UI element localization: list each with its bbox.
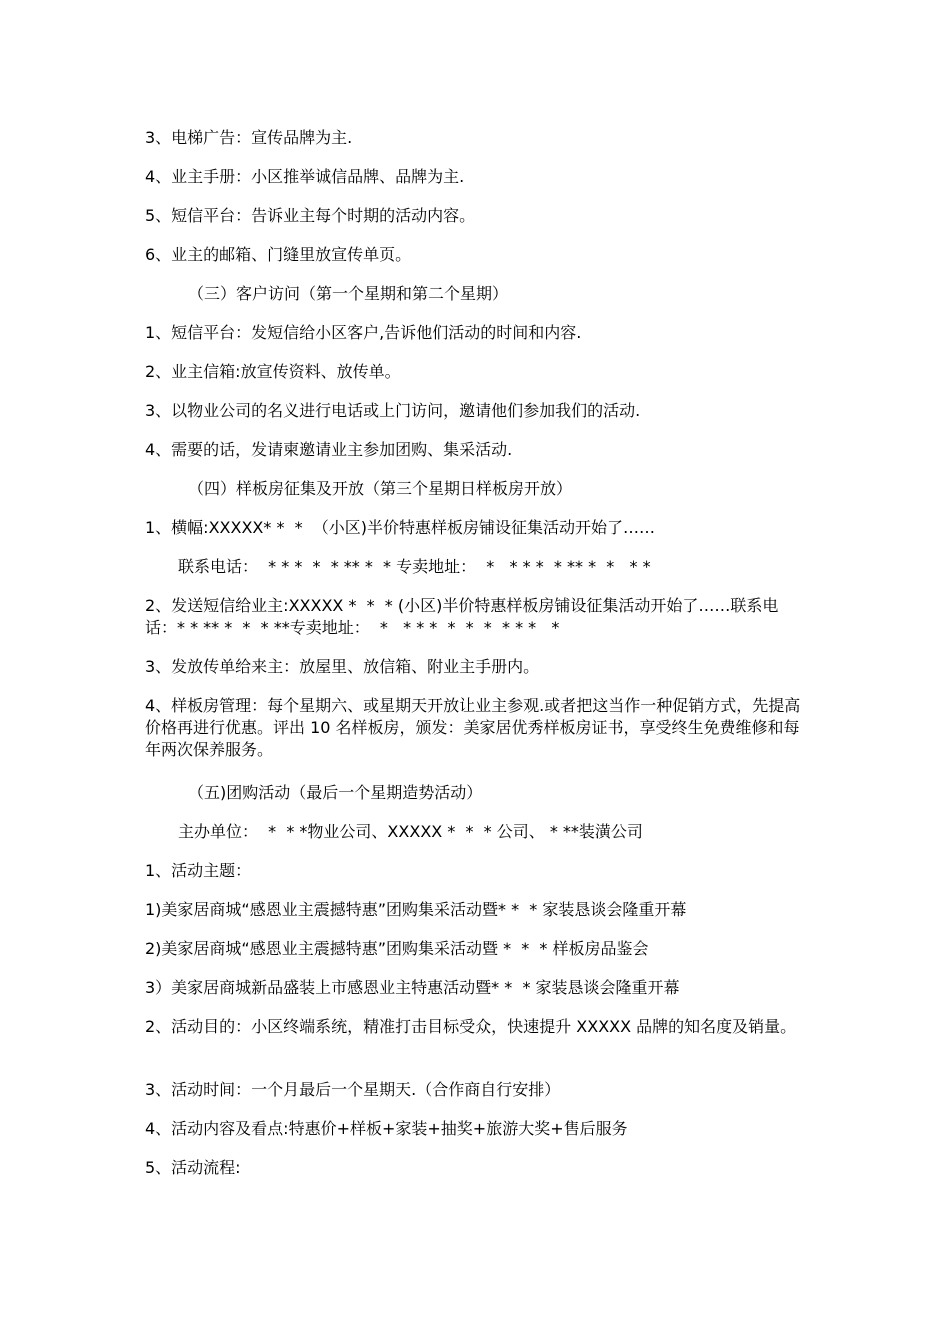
line-visit-phone: 3、以物业公司的名义进行电话或上门访问，邀请他们参加我们的活动. bbox=[145, 401, 641, 420]
line-showroom-flyers: 3、发放传单给来主：放屋里、放信箱、附业主手册内。 bbox=[145, 657, 540, 676]
line-visit-mailbox: 2、业主信箱:放宣传资料、放传单。 bbox=[145, 362, 401, 381]
line-sms-platform: 5、短信平台：告诉业主每个时期的活动内容。 bbox=[145, 206, 476, 225]
line-theme-1: 1)美家居商城“感恩业主震撼特惠”团购集采活动暨* * * 家装恳谈会隆重开幕 bbox=[145, 900, 687, 919]
line-activity-content: 4、活动内容及看点:特惠价+样板+家装+抽奖+旅游大奖+售后服务 bbox=[145, 1119, 628, 1138]
line-activity-purpose: 2、活动目的：小区终端系统，精准打击目标受众，快速提升 XXXXX 品牌的知名度及销量。 bbox=[145, 1017, 797, 1036]
line-activity-theme: 1、活动主题： bbox=[145, 861, 252, 880]
line-showroom-contact: 联系电话： * * * * * ** * * 专卖地址： * * * * * ** * * * * bbox=[178, 557, 651, 576]
line-visit-invitation: 4、需要的话，发请柬邀请业主参加团购、集采活动. bbox=[145, 440, 513, 459]
line-organizers: 主办单位： * * *物业公司、XXXXX * * * 公司、 * **装潢公司 bbox=[178, 822, 643, 841]
line-showroom-banner: 1、横幅:XXXXX* * * （小区)半价特惠样板房铺设征集活动开始了…… bbox=[145, 518, 656, 537]
line-showroom-sms: 2、发送短信给业主:XXXXX * * * (小区)半价特惠样板房铺设征集活动开始了……联系电话：* * ** * * * **专卖地址： * * * * * * * * * * * bbox=[145, 596, 779, 637]
line-elevator-ads: 3、电梯广告：宣传品牌为主. bbox=[145, 128, 353, 147]
line-activity-time: 3、活动时间：一个月最后一个星期天.（合作商自行安排） bbox=[145, 1080, 561, 1099]
line-showroom-management: 4、样板房管理：每个星期六、或星期天开放让业主参观.或者把这当作一种促销方式，先提高价格再进行优惠。评出 10 名样板房，颁发：美家居优秀样板房证书，享受终生免费维修和每年两次保养服务。 bbox=[145, 696, 801, 759]
line-owner-handbook: 4、业主手册：小区推举诚信品牌、品牌为主. bbox=[145, 167, 465, 186]
section-heading-group-buy: （五)团购活动（最后一个星期造势活动） bbox=[188, 783, 483, 802]
section-heading-customer-visit: （三）客户访问（第一个星期和第二个星期） bbox=[188, 284, 509, 303]
section-heading-showroom: （四）样板房征集及开放（第三个星期日样板房开放） bbox=[188, 479, 573, 498]
line-theme-2: 2)美家居商城“感恩业主震撼特惠”团购集采活动暨 * * * 样板房品鉴会 bbox=[145, 939, 649, 958]
line-activity-process: 5、活动流程: bbox=[145, 1158, 241, 1177]
line-mailbox-flyers: 6、业主的邮箱、门缝里放宣传单页。 bbox=[145, 245, 412, 264]
line-visit-sms: 1、短信平台：发短信给小区客户,告诉他们活动的时间和内容. bbox=[145, 323, 582, 342]
line-theme-3: 3）美家居商城新品盛装上市感恩业主特惠活动暨* * * 家装恳谈会隆重开幕 bbox=[145, 978, 680, 997]
